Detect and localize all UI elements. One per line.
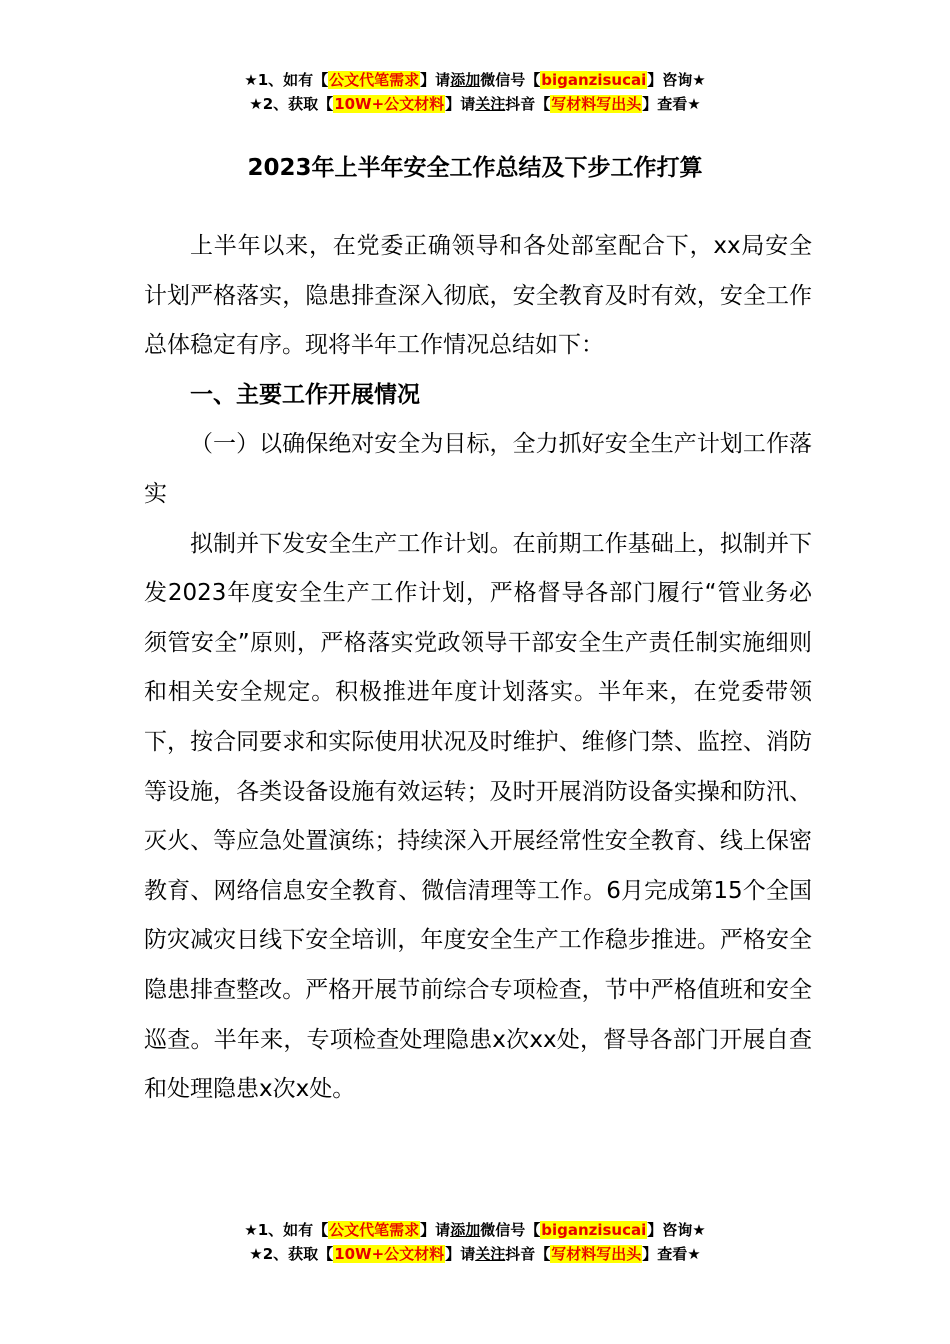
document-title: 2023年上半年安全工作总结及下步工作打算 (247, 155, 703, 181)
promo-text: ★1、如有【 (244, 1221, 329, 1239)
promo-banner-bottom (0, 1218, 950, 1266)
promo-highlight-materials: 10W+公文材料 (334, 95, 445, 113)
promo-emphasis: 关注 (475, 95, 506, 113)
promo-line-2 (0, 1242, 950, 1266)
promo-emphasis: 添加 (450, 71, 481, 89)
promo-text: ★1、如有【 (244, 71, 329, 89)
promo-line-1 (0, 68, 950, 92)
promo-text: ★2、获取【 (249, 95, 334, 113)
promo-text: 】请 (420, 1221, 451, 1239)
promo-text: 】查看★ (642, 95, 701, 113)
subsection-heading: （一）以确保绝对安全为目标，全力抓好安全生产计划工作落实 (144, 431, 812, 507)
promo-text: 抖音【 (505, 1245, 551, 1263)
promo-highlight-service: 公文代笔需求 (329, 1221, 420, 1239)
promo-text: 微信号【 (480, 71, 541, 89)
promo-highlight-wechat-id: biganzisucai (541, 1221, 647, 1239)
promo-highlight-wechat-id: biganzisucai (541, 71, 647, 89)
promo-text: 】咨询★ (647, 1221, 706, 1239)
promo-highlight-douyin-id: 写材料写出头 (551, 95, 642, 113)
promo-line-1 (0, 1218, 950, 1242)
section-heading: 一、主要工作开展情况 (190, 381, 420, 408)
promo-text: 】请 (445, 95, 476, 113)
intro-paragraph: 上半年以来，在党委正确领导和各处部室配合下，xx局安全计划严格落实，隐患排查深入彻底，安全教育及时有效，安全工作总体稳定有序。现将半年工作情况总结如下： (144, 233, 812, 359)
promo-highlight-service: 公文代笔需求 (329, 71, 420, 89)
promo-line-2 (0, 92, 950, 116)
promo-text: ★2、获取【 (249, 1245, 334, 1263)
body-paragraph: 拟制并下发安全生产工作计划。在前期工作基础上，拟制并下发2023年度安全生产工作计划，严格督导各部门履行“管业务必须管安全”原则，严格落实党政领导干部安全生产责任制实施细则和相关安全规定。积极推进年度计划落实。半年来，在党委带领下，按合同要求和实际使用状况及时维护、维修门禁、监控、消防等设施，各类设备设施有效运转；及时开展消防设备实操和防汛、灭火、等应急处置演练；持续深入开展经常性安全教育、线上保密教育、网络信息安全教育、微信清理等工作。6月完成第15个全国防灾减灾日线下安全培训，年度安全生产工作稳步推进。严格安全隐患排查整改。严格开展节前综合专项检查，节中严格值班和安全巡查。半年来，专项检查处理隐患x次xx处，督导各部门开展自查和处理隐患x次x处。 (144, 530, 812, 1103)
promo-text: 】咨询★ (647, 71, 706, 89)
promo-banner-top (0, 68, 950, 116)
promo-text: 】请 (420, 71, 451, 89)
promo-text: 】查看★ (642, 1245, 701, 1263)
promo-text: 】请 (445, 1245, 476, 1263)
promo-highlight-materials: 10W+公文材料 (334, 1245, 445, 1263)
promo-text: 抖音【 (505, 95, 551, 113)
promo-emphasis: 关注 (475, 1245, 506, 1263)
promo-emphasis: 添加 (450, 1221, 481, 1239)
promo-highlight-douyin-id: 写材料写出头 (551, 1245, 642, 1263)
promo-text: 微信号【 (480, 1221, 541, 1239)
document-body (144, 222, 812, 1115)
